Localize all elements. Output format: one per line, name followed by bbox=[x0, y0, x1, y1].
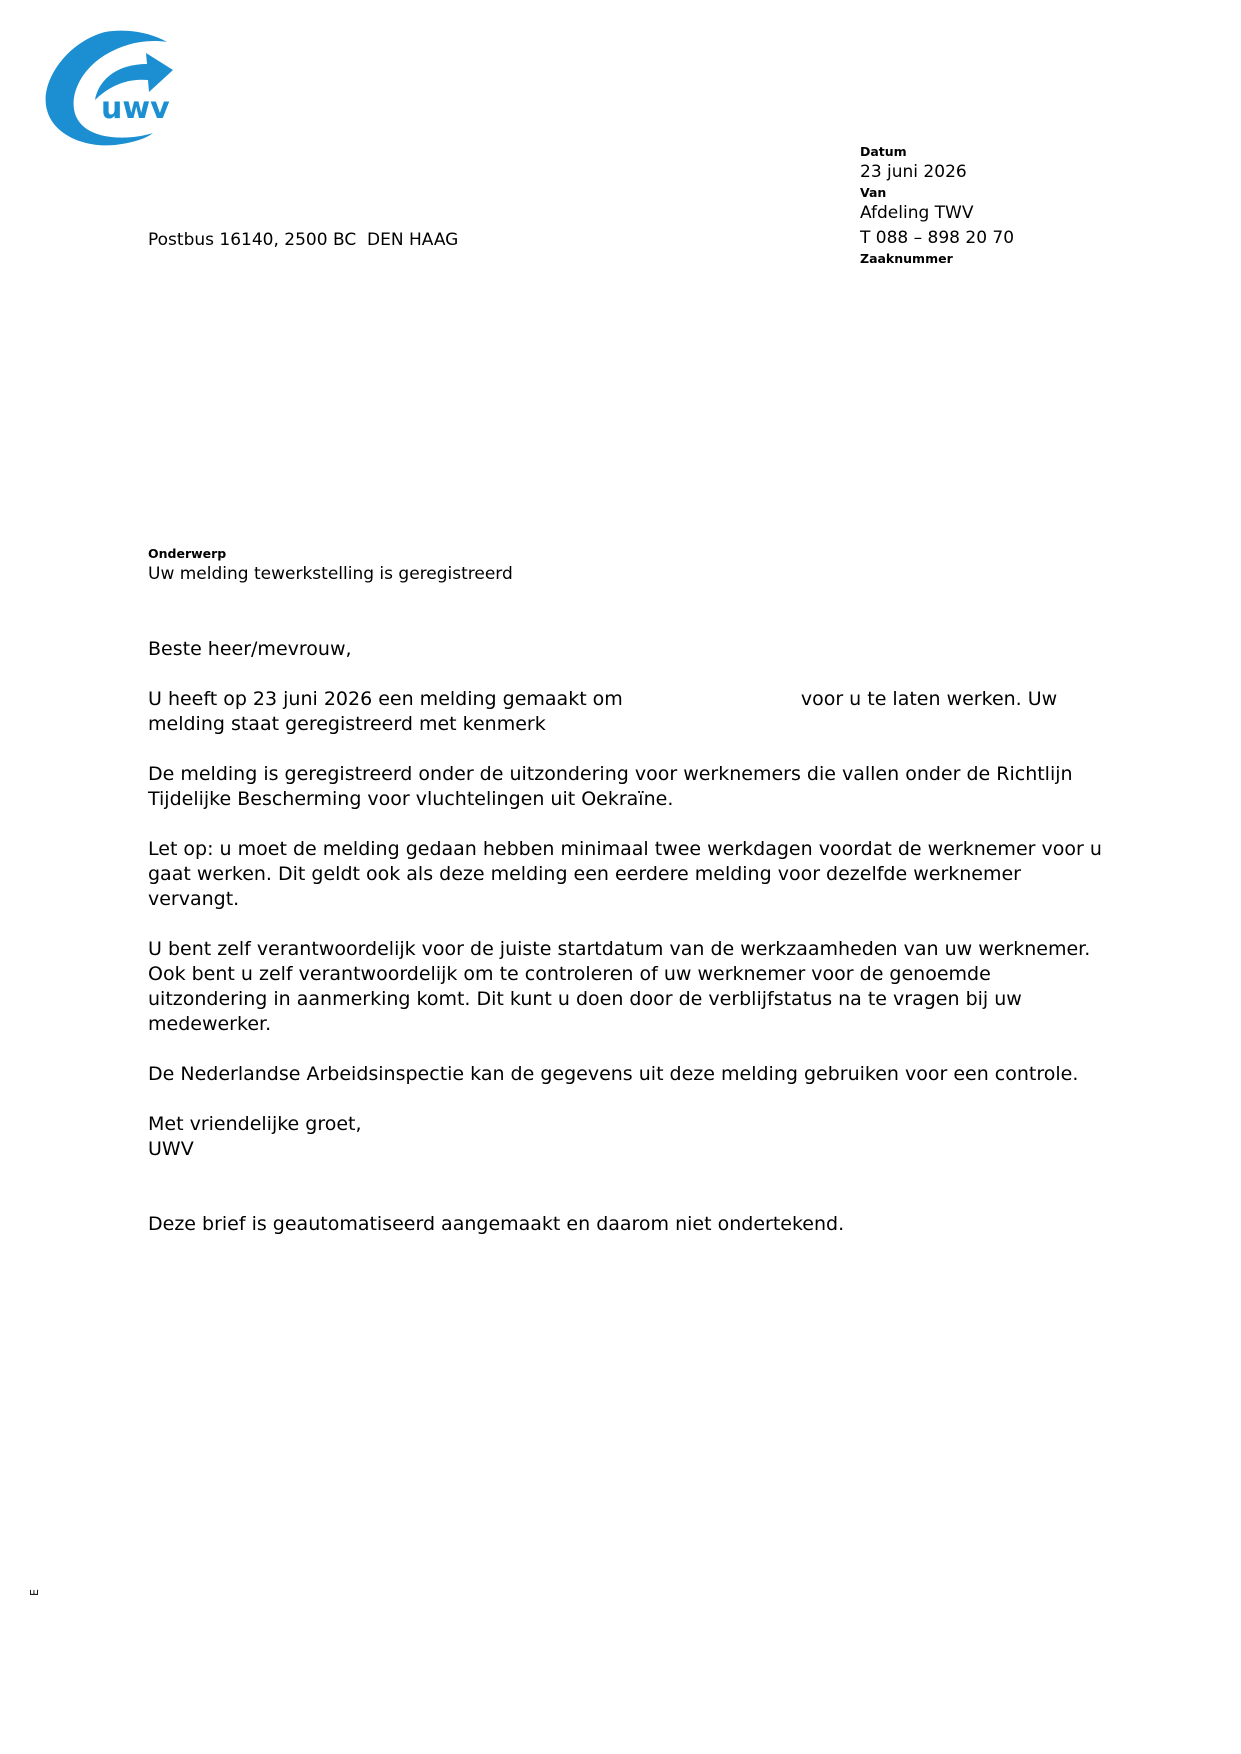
van-label: Van bbox=[860, 185, 887, 200]
closing-sender: UWV bbox=[148, 1138, 194, 1160]
uwv-logo bbox=[43, 30, 188, 150]
paragraph-registration-part1: U heeft op 23 juni 2026 een melding gemaakt om bbox=[148, 688, 623, 710]
paragraph-inspection: De Nederlandse Arbeidsinspectie kan de gegevens uit deze melding gebruiken voor een controle. bbox=[148, 1063, 1079, 1085]
subject-label: Onderwerp bbox=[148, 546, 227, 561]
paragraph-responsibility: U bent zelf verantwoordelijk voor de juiste startdatum van de werkzaamheden van uw werknemer. Ook bent u zelf verantwoordelijk om te controleren of uw werknemer voor de genoemde uitzondering in aanmerking komt. Dit kunt u doen door de verblijfstatus na te vragen bij uw medewerker. bbox=[148, 938, 1091, 1035]
subject-block bbox=[148, 546, 513, 587]
van-phone: T 088 – 898 20 70 bbox=[860, 228, 1015, 248]
zaaknummer-label: Zaaknummer bbox=[860, 251, 953, 266]
svg-text:uwv: uwv bbox=[101, 91, 170, 126]
salutation: Beste heer/mevrouw, bbox=[148, 638, 352, 660]
paragraph-registration-part2: voor u te laten werken. Uw melding staat geregistreerd met kenmerk bbox=[148, 688, 1058, 735]
closing-greeting: Met vriendelijke groet, bbox=[148, 1113, 362, 1135]
paragraph-notice: Let op: u moet de melding gedaan hebben minimaal twee werkdagen voordat de werknemer voor u gaat werken. Dit geldt ook als deze melding een eerdere melding voor dezelfde werknemer vervangt. bbox=[148, 838, 1102, 910]
side-marker: E bbox=[28, 1589, 41, 1596]
paragraph-registration bbox=[148, 687, 1108, 737]
closing bbox=[148, 1112, 1108, 1162]
letter-body bbox=[148, 637, 1108, 1262]
footer-note: Deze brief is geautomatiseerd aangemaakt en daarom niet ondertekend. bbox=[148, 1213, 845, 1235]
datum-value: 23 juni 2026 bbox=[860, 162, 967, 182]
paragraph-exception: De melding is geregistreerd onder de uitzondering voor werknemers die vallen onder de Richtlijn Tijdelijke Bescherming voor vluchtelingen uit Oekraïne. bbox=[148, 763, 1073, 810]
subject-value: Uw melding tewerkstelling is geregistreerd bbox=[148, 564, 513, 584]
letter-meta bbox=[860, 144, 1014, 267]
uwv-logo-icon bbox=[43, 30, 188, 150]
datum-label: Datum bbox=[860, 144, 907, 159]
van-department: Afdeling TWV bbox=[860, 203, 974, 223]
return-address: Postbus 16140, 2500 BC DEN HAAG bbox=[148, 230, 459, 250]
